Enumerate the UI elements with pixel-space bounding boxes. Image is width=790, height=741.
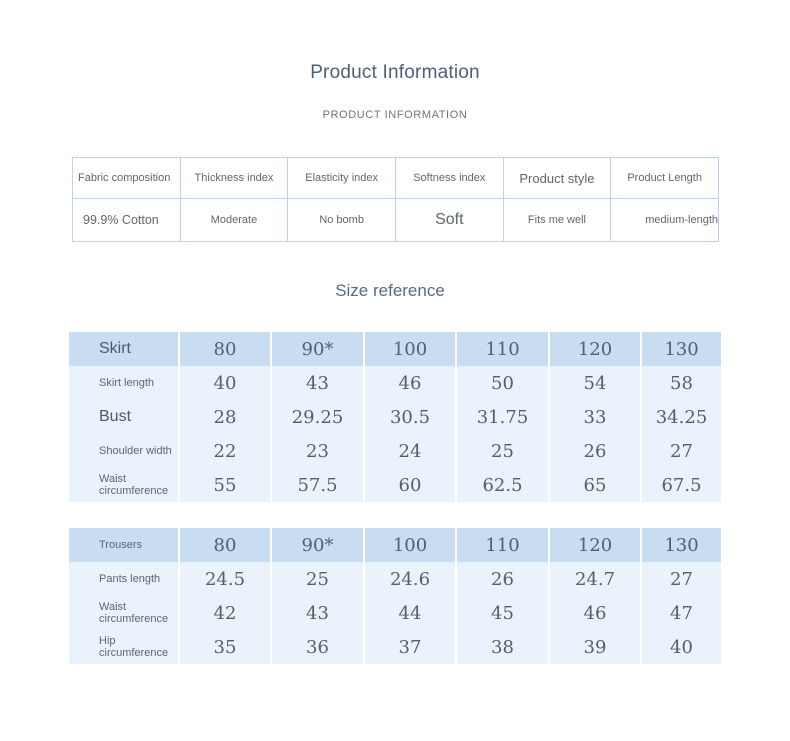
table-cell: 35 [180, 630, 272, 664]
skirt-header-size: 90* [272, 332, 365, 366]
trousers-header-label: Trousers [69, 528, 180, 562]
trousers-header-size: 130 [664, 534, 699, 556]
row-label: Shoulder width [69, 434, 180, 468]
trousers-size-table [69, 528, 721, 664]
info-value-row [73, 199, 719, 242]
info-value-fabric: 99.9% Cotton [73, 199, 181, 242]
table-cell: 31.75 [457, 400, 550, 434]
trousers-header-row [69, 528, 721, 562]
trousers-header-size: 120 [550, 528, 642, 562]
table-cell: 37 [365, 630, 457, 664]
row-label: Pants length [69, 562, 180, 596]
table-cell: 65 [550, 468, 642, 502]
table-cell: 34.25 [655, 406, 708, 428]
table-cell: 45 [457, 596, 550, 630]
table-cell: 60 [365, 468, 457, 502]
table-cell: 29.25 [272, 400, 365, 434]
table-row [69, 562, 721, 596]
table-cell: 25 [457, 434, 550, 468]
table-row [69, 434, 721, 468]
info-header-row [73, 158, 719, 199]
info-value-length: medium-length [611, 199, 719, 242]
table-cell: 27 [670, 440, 693, 462]
table-cell: 40 [180, 366, 272, 400]
info-header-length: Product Length [611, 158, 719, 199]
table-cell: 54 [550, 366, 642, 400]
skirt-header-size: 130 [664, 338, 699, 360]
info-header-fabric: Fabric composition [73, 158, 181, 199]
table-cell: 24.7 [550, 562, 642, 596]
info-header-thickness: Thickness index [180, 158, 288, 199]
trousers-header-size: 90* [272, 528, 365, 562]
skirt-header-row [69, 332, 721, 366]
info-header-elasticity: Elasticity index [288, 158, 396, 199]
row-label: Bust [69, 400, 180, 434]
table-row [69, 366, 721, 400]
skirt-size-table [69, 332, 721, 502]
row-label: Hip circumference [69, 630, 180, 664]
table-cell: 24 [365, 434, 457, 468]
row-label: Waist circumference [69, 468, 180, 502]
table-cell: 43 [272, 596, 365, 630]
size-reference-title: Size reference [335, 281, 445, 300]
skirt-header-size: 120 [550, 332, 642, 366]
table-cell: 43 [272, 366, 365, 400]
table-cell: 42 [180, 596, 272, 630]
skirt-header-size: 100 [365, 332, 457, 366]
table-cell: 57.5 [272, 468, 365, 502]
info-value-elasticity: No bomb [288, 199, 396, 242]
trousers-header-size: 110 [457, 528, 550, 562]
table-cell: 50 [457, 366, 550, 400]
table-cell: 27 [670, 568, 693, 590]
table-cell: 28 [180, 400, 272, 434]
table-cell: 38 [457, 630, 550, 664]
table-cell: 23 [272, 434, 365, 468]
table-cell: 62.5 [457, 468, 550, 502]
page-title: Product Information [310, 62, 480, 83]
table-cell: 67.5 [661, 474, 702, 496]
table-cell: 47 [670, 602, 693, 624]
trousers-header-size: 100 [365, 528, 457, 562]
table-cell: 58 [670, 372, 693, 394]
table-row [69, 596, 721, 630]
table-cell: 40 [670, 636, 693, 658]
table-cell: 24.5 [180, 562, 272, 596]
table-row [69, 630, 721, 664]
table-cell: 46 [365, 366, 457, 400]
table-cell: 30.5 [365, 400, 457, 434]
row-label: Waist circumference [69, 596, 180, 630]
table-cell: 26 [457, 562, 550, 596]
table-cell: 36 [272, 630, 365, 664]
table-cell: 33 [550, 400, 642, 434]
product-info-table [72, 157, 719, 242]
table-cell: 44 [365, 596, 457, 630]
trousers-header-size: 80 [180, 528, 272, 562]
table-cell: 55 [180, 468, 272, 502]
info-value-thickness: Moderate [180, 199, 288, 242]
info-header-style: Product style [503, 158, 611, 199]
skirt-header-label: Skirt [69, 332, 180, 366]
skirt-header-size: 110 [457, 332, 550, 366]
info-header-softness: Softness index [395, 158, 503, 199]
page-subtitle: PRODUCT INFORMATION [322, 109, 468, 121]
table-cell: 24.6 [365, 562, 457, 596]
table-cell: 22 [180, 434, 272, 468]
table-cell: 26 [550, 434, 642, 468]
skirt-header-size: 80 [180, 332, 272, 366]
table-cell: 39 [550, 630, 642, 664]
table-cell: 25 [272, 562, 365, 596]
table-row [69, 468, 721, 502]
row-label: Skirt length [69, 366, 180, 400]
info-value-style: Fits me well [503, 199, 611, 242]
table-cell: 46 [550, 596, 642, 630]
table-row [69, 400, 721, 434]
info-value-softness: Soft [395, 199, 503, 242]
